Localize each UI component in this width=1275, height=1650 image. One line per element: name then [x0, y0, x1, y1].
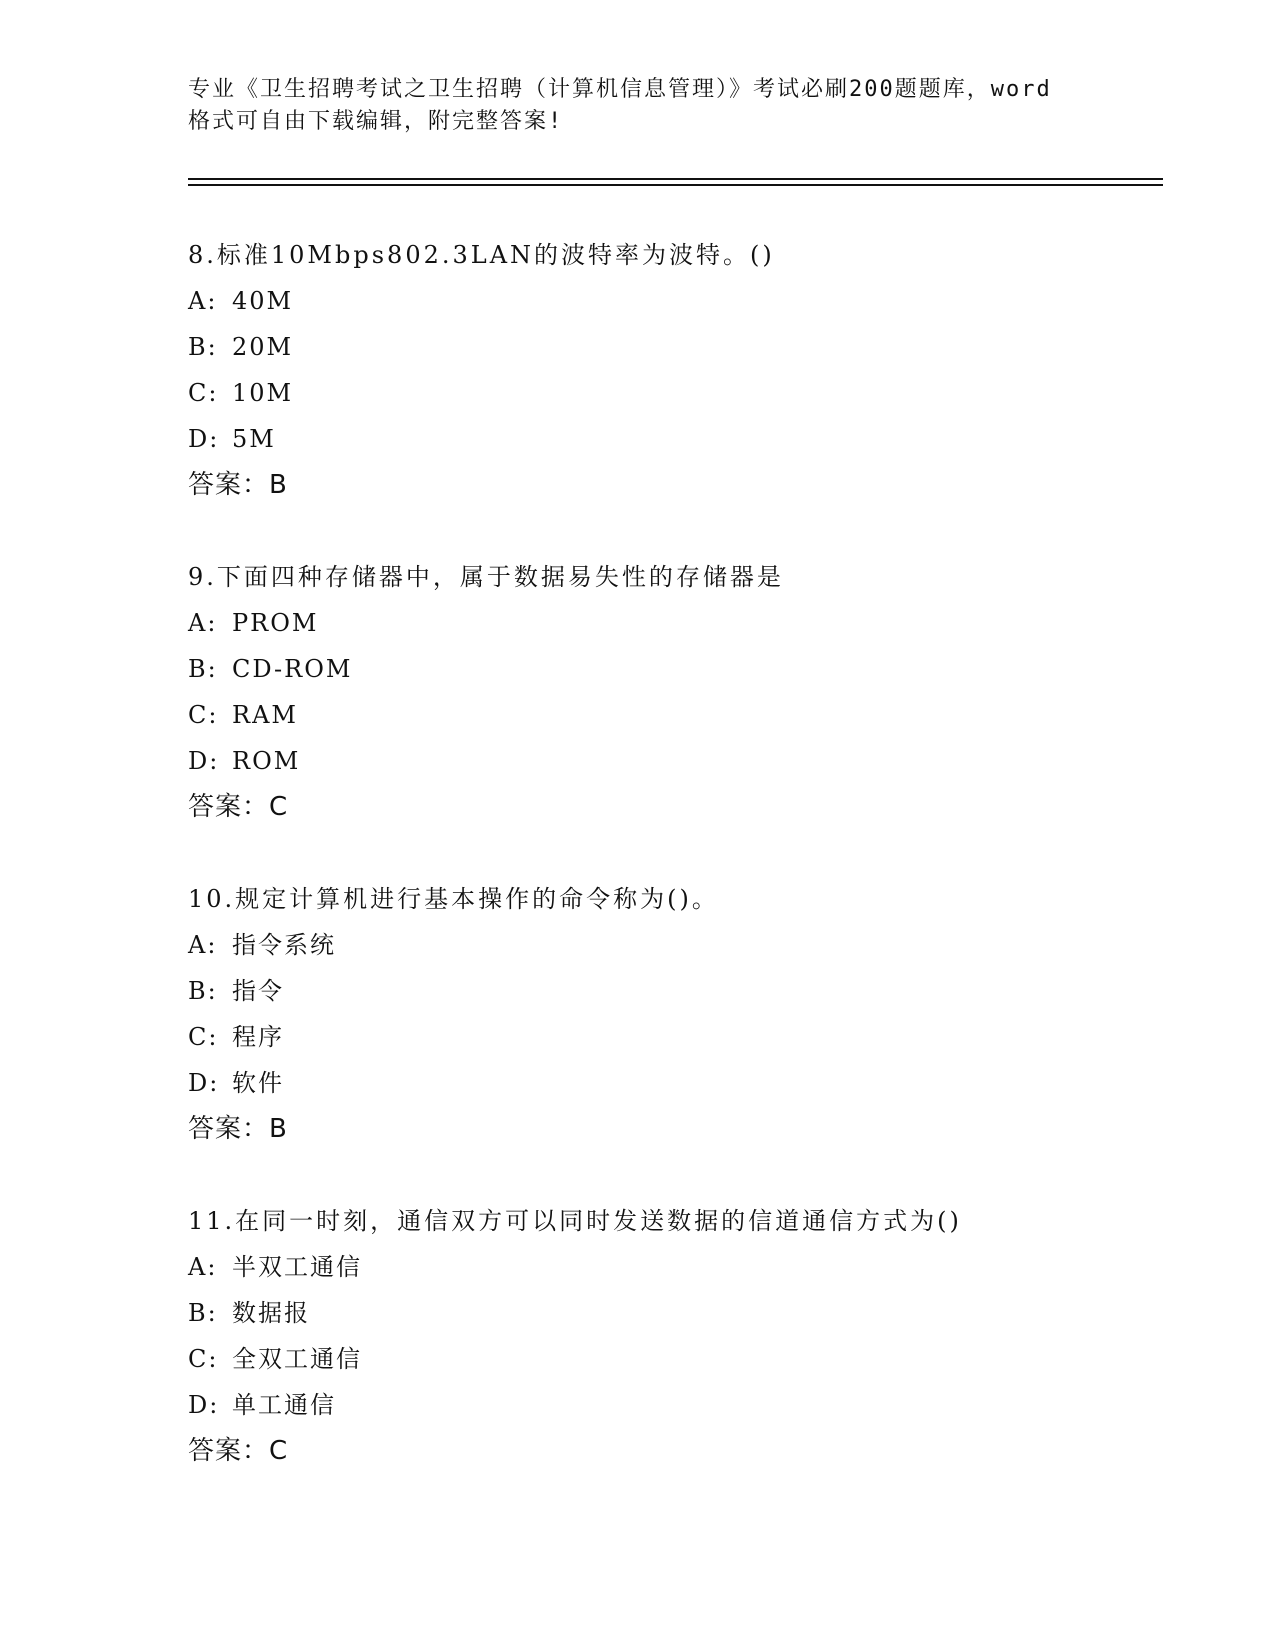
header-divider-bottom [188, 184, 1163, 186]
option-letter: B: [188, 1299, 218, 1327]
question-10 [188, 876, 1168, 1152]
option-b [188, 1290, 1168, 1336]
option-text: 10M [232, 379, 294, 407]
option-c [188, 692, 1168, 738]
option-c [188, 1014, 1168, 1060]
option-text: 5M [232, 425, 276, 453]
option-text: 程序 [232, 1023, 284, 1051]
option-letter: D: [188, 747, 220, 775]
header-divider-top [188, 178, 1163, 180]
option-a [188, 600, 1168, 646]
option-d [188, 1382, 1168, 1428]
question-11 [188, 1198, 1168, 1474]
question-text: 8.标准10Mbps802.3LAN的波特率为波特。() [188, 241, 775, 269]
option-c [188, 370, 1168, 416]
option-text: 数据报 [232, 1299, 310, 1327]
option-b [188, 968, 1168, 1014]
option-b [188, 646, 1168, 692]
header-line-2: 格式可自由下载编辑，附完整答案! [188, 109, 564, 134]
option-text: 20M [232, 333, 294, 361]
question-9 [188, 554, 1168, 830]
question-text: 11.在同一时刻，通信双方可以同时发送数据的信道通信方式为() [188, 1207, 962, 1235]
option-letter: B: [188, 333, 218, 361]
option-letter: D: [188, 1391, 220, 1419]
option-letter: C: [188, 379, 219, 407]
answer-label: 答案：B [188, 470, 288, 500]
option-letter: C: [188, 701, 219, 729]
option-text: 全双工通信 [232, 1345, 362, 1373]
option-text: CD-ROM [232, 655, 353, 683]
answer-label: 答案：C [188, 1436, 289, 1466]
option-d [188, 1060, 1168, 1106]
option-d [188, 738, 1168, 784]
option-b [188, 324, 1168, 370]
option-text: 指令系统 [232, 931, 336, 959]
option-text: 40M [232, 287, 294, 315]
option-a [188, 1244, 1168, 1290]
option-a [188, 278, 1168, 324]
option-letter: A: [188, 287, 218, 315]
header-line-1: 专业《卫生招聘考试之卫生招聘（计算机信息管理）》考试必刷200题题库，word [188, 77, 1052, 102]
question-text: 10.规定计算机进行基本操作的命令称为()。 [188, 885, 719, 913]
option-text: 软件 [232, 1069, 284, 1097]
option-letter: C: [188, 1023, 219, 1051]
question-8 [188, 232, 1168, 508]
option-letter: C: [188, 1345, 219, 1373]
option-text: RAM [232, 701, 298, 729]
option-c [188, 1336, 1168, 1382]
option-text: 指令 [232, 977, 284, 1005]
option-letter: D: [188, 425, 220, 453]
option-letter: B: [188, 977, 218, 1005]
option-letter: A: [188, 931, 218, 959]
option-letter: B: [188, 655, 218, 683]
option-text: 半双工通信 [232, 1253, 362, 1281]
answer-label: 答案：B [188, 1114, 288, 1144]
answer-label: 答案：C [188, 792, 289, 822]
option-d [188, 416, 1168, 462]
option-text: 单工通信 [232, 1391, 336, 1419]
option-text: ROM [232, 747, 301, 775]
option-a [188, 922, 1168, 968]
option-letter: A: [188, 1253, 218, 1281]
question-text: 9.下面四种存储器中，属于数据易失性的存储器是 [188, 563, 784, 591]
document-header [188, 74, 1088, 138]
option-letter: D: [188, 1069, 220, 1097]
option-letter: A: [188, 609, 218, 637]
option-text: PROM [232, 609, 319, 637]
